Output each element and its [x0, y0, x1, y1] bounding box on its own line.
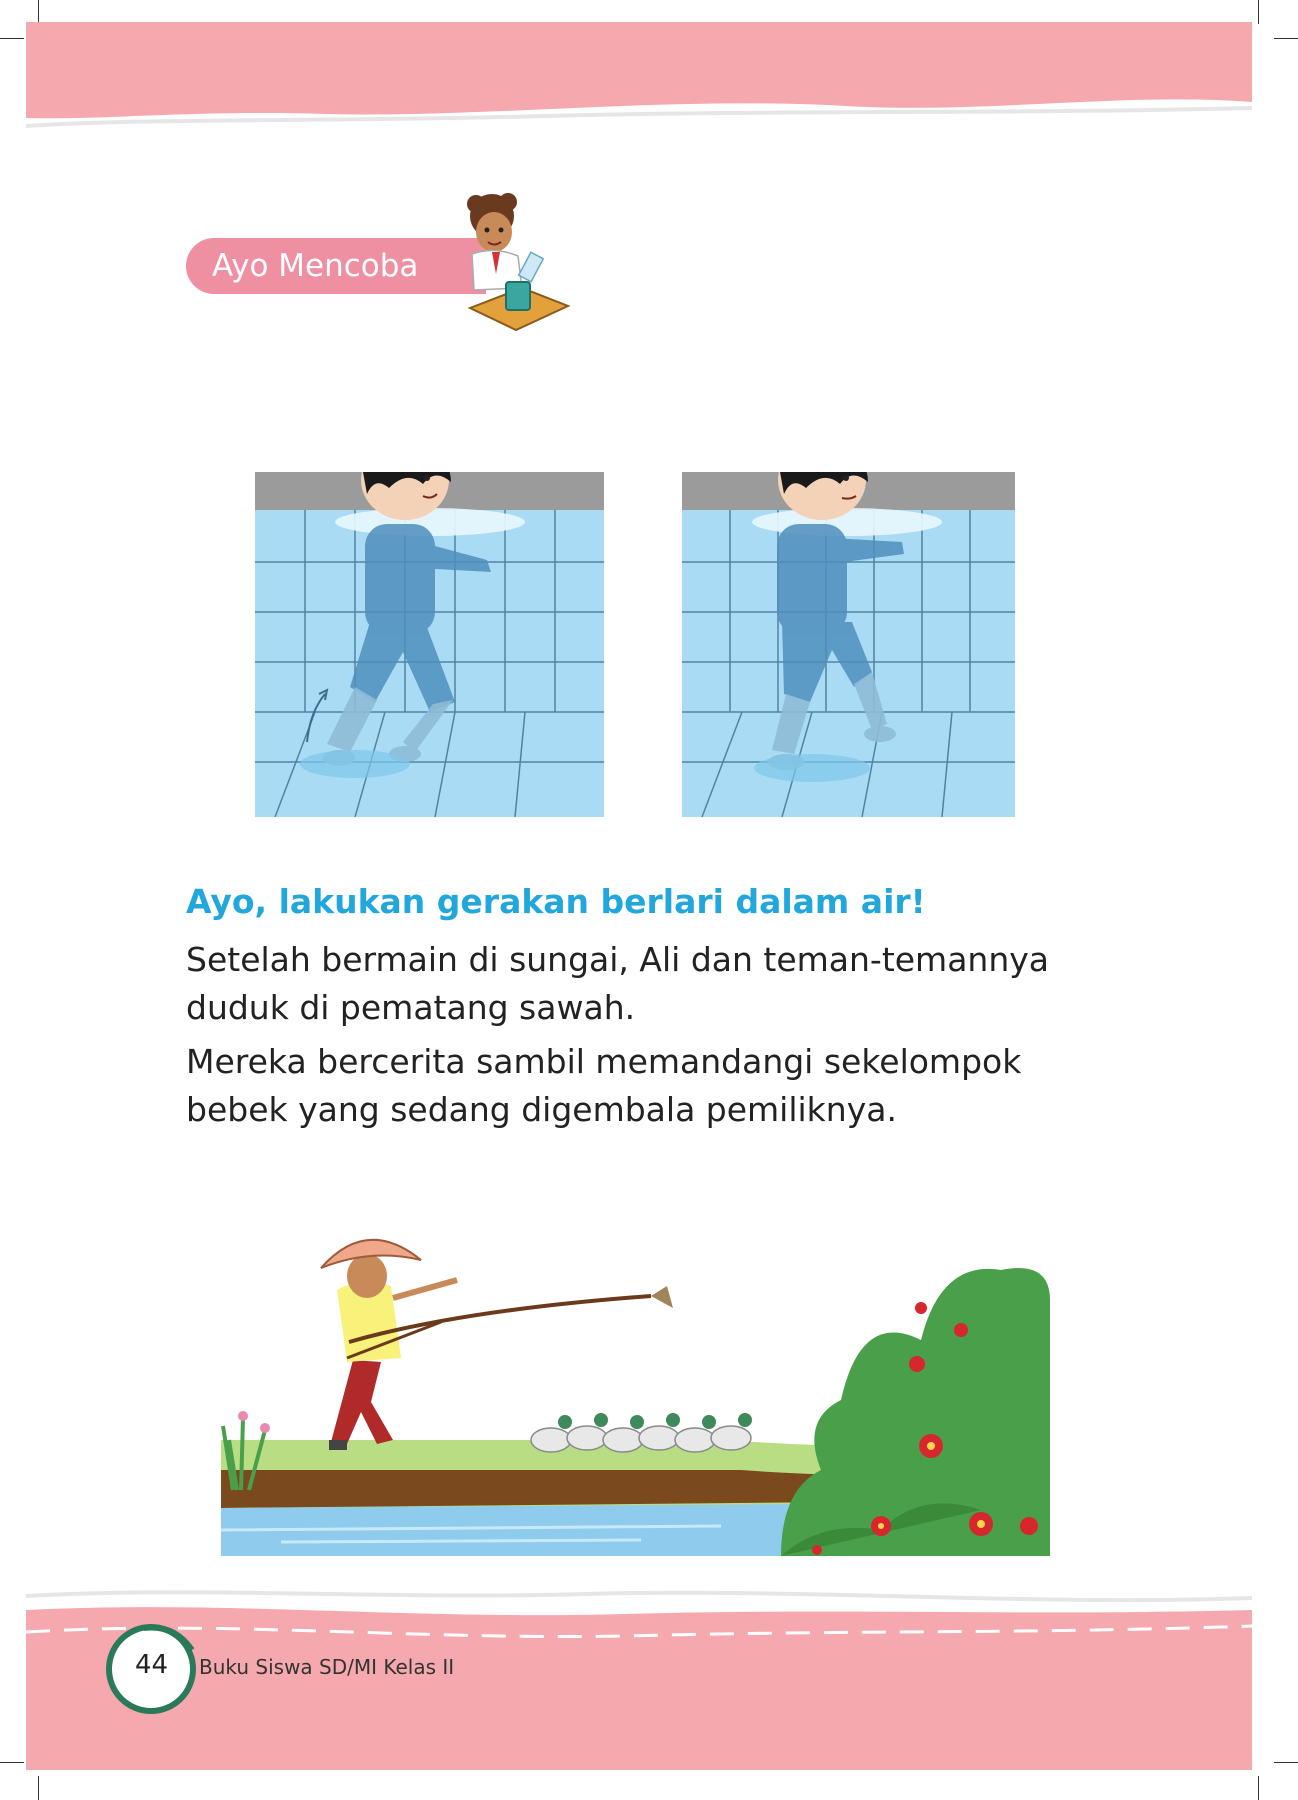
paragraph: Setelah bermain di sungai, Ali dan teman-temannya duduk di pematang sawah.: [186, 940, 1050, 1027]
pool-running-illustration-right: [682, 472, 1015, 817]
crop-mark: [1274, 1762, 1298, 1763]
crop-mark: [38, 1776, 39, 1800]
crop-mark: [0, 38, 24, 39]
mascot-boy-icon: [452, 186, 572, 334]
page-number: 44: [134, 1650, 169, 1680]
header-band: [26, 22, 1252, 132]
book-title: Buku Siswa SD/MI Kelas II: [199, 1655, 455, 1679]
crop-mark: [38, 0, 39, 24]
paragraph: Mereka bercerita sambil memandangi sekelompok bebek yang sedang digembala pemiliknya.: [186, 1042, 1022, 1129]
crop-mark: [1274, 38, 1298, 39]
crop-mark: [1258, 0, 1259, 24]
pool-running-illustration-left: [255, 472, 604, 817]
section-tab-label: Ayo Mencoba: [186, 238, 486, 294]
duck-herding-illustration: [221, 1190, 1050, 1556]
activity-headline: Ayo, lakukan gerakan berlari dalam air!: [186, 882, 926, 921]
crop-mark: [0, 1762, 24, 1763]
crop-mark: [1258, 1776, 1259, 1800]
